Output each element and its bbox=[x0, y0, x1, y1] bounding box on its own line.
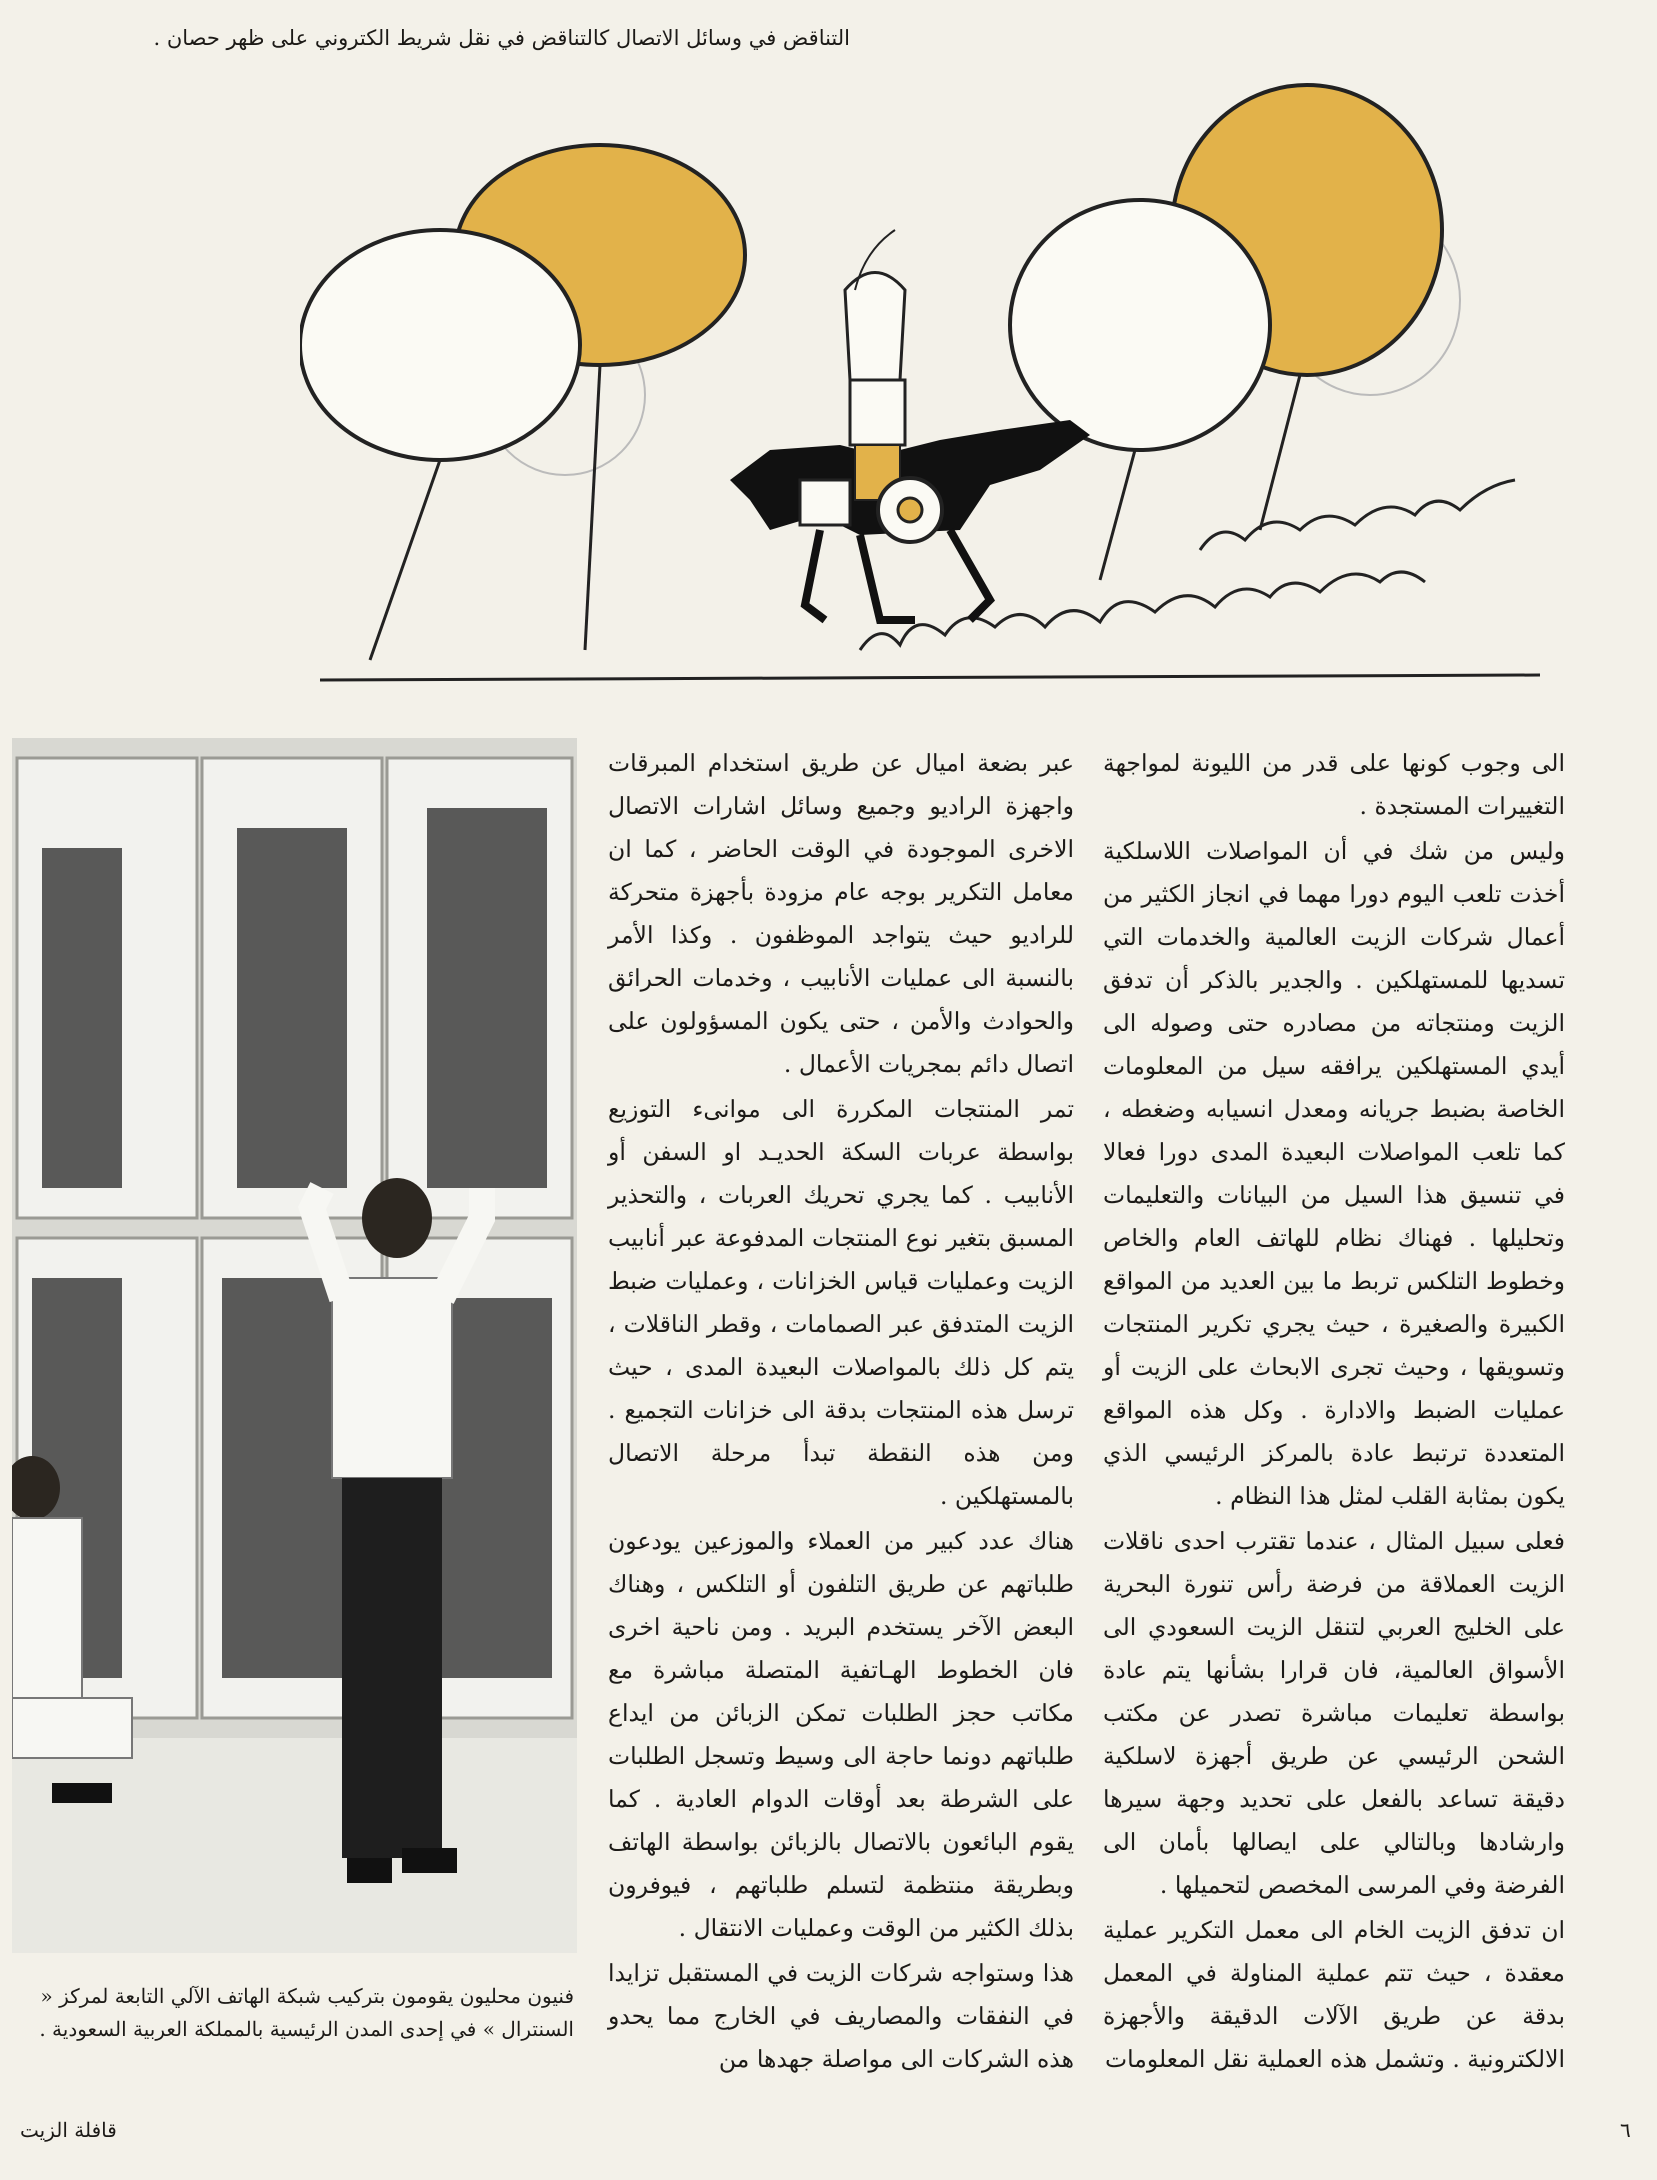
horse-rider-illustration bbox=[300, 60, 1560, 700]
page-number: ٦ bbox=[1620, 2118, 1631, 2142]
white-balloon-right bbox=[1010, 200, 1270, 580]
illustration-caption: التناقض في وسائل الاتصال كالتناقض في نقل شريط الكتروني على ظهر حصان . bbox=[153, 26, 850, 50]
article-column-middle bbox=[608, 742, 1074, 2088]
photo-caption: فنيون محليون يقومون بتركيب شبكة الهاتف الآلي التابعة لمركز « السنترال » في إحدى المدن الرئيسية بالمملكة العربية السعودية . bbox=[39, 1984, 574, 2041]
article-column-right bbox=[1103, 742, 1565, 2073]
switchboard-photo bbox=[12, 738, 577, 1953]
paragraph: فعلى سبيل المثال ، عندما تقترب احدى ناقلات الزيت العملاقة من فرضة رأس تنورة البحرية على الخليج العربي لتنقل الزيت السعودي الى الأسواق العالمية، فان قرارا بشأنها يتم عادة بواسطة تعليمات مباشرة تصدر عن مكتب الشحن الرئيسي عن طريق أجهزة لاسلكية دقيقة تساعد بالفعل على تحديد وجهة سيرها وارشادها وبالتالي على ايصالها بأمان الى الفرضة وفي المرسى المخصص لتحميلها . bbox=[1103, 1527, 1565, 1899]
magazine-name: قافلة الزيت bbox=[20, 2118, 117, 2142]
paragraph: عبر بضعة اميال عن طريق استخدام المبرقات واجهزة الراديو وجميع وسائل اشارات الاتصال الاخرى الموجودة في الوقت الحاضر ، كما ان معامل التكرير بوجه عام مزودة بأجهزة متحركة للراديو حيث يتواجد الموظفون . وكذا الأمر بالنسبة الى عمليات الأنابيب ، وخدمات الحرائق والحوادث والأمن ، حتى يكون المسؤولون على اتصال دائم بمجريات الأعمال . bbox=[608, 749, 1074, 1078]
white-balloon-left bbox=[300, 230, 580, 660]
paragraph: هناك عدد كبير من العملاء والموزعين يودعون طلباتهم عن طريق التلفون أو التلكس ، وهناك البعض الآخر يستخدم البريد . ومن ناحية اخرى فان الخطوط الهـاتفية المتصلة مباشرة مع مكاتب حجز الطلبات تمكن الزبائن من ايداع طلباتهم دونما حاجة الى وسيط وتسجل الطلبات على الشرطة بعد أوقات الدوام العادية . كما يقوم البائعون بالاتصال بالزبائن بواسطة الهاتف وبطريقة منتظمة لتسلم طلباتهم ، فيوفرون بذلك الكثير من الوقت وعمليات الانتقال . bbox=[608, 1527, 1074, 1942]
paragraph: الى وجوب كونها على قدر من الليونة لمواجهة التغييرات المستجدة . bbox=[1103, 749, 1565, 820]
tape-reel bbox=[878, 478, 942, 542]
paragraph: وليس من شك في أن المواصلات اللاسلكية أخذت تلعب اليوم دورا مهما في انجاز الكثير من أعمال شركات الزيت العالمية والخدمات التي تسديها للمستهلكين . والجدير بالذكر أن تدفق الزيت ومنتجاته من مصادره حتى وصوله الى أيدي المستهلكين يرافقه سيل من المعلومات الخاصة بضبط جريانه ومعدل انسيابه وضغطه ، كما تلعب المواصلات البعيدة المدى دورا فعالا في تنسيق هذا السيل من البيانات والتعليمات وتحليلها . فهناك نظام للهاتف العام والخاص وخطوط التلكس تربط ما بين العديد من المواقع الكبيرة والصغيرة ، حيث يجري تكرير المنتجات وتسويقها ، وحيث تجرى الابحاث على الزيت أو عمليات الضبط والادارة . وكل هذه المواقع المتعددة ترتبط عادة بالمركز الرئيسي الذي يكون بمثابة القلب لمثل هذا النظام . bbox=[1103, 837, 1565, 1510]
paragraph: هذا وستواجه شركات الزيت في المستقبل تزايدا في النفقات والمصاريف في الخارج مما يحدو هذه الشركات الى مواصلة جهدها من bbox=[608, 1959, 1074, 2073]
paragraph: تمر المنتجات المكررة الى موانىء التوزيع بواسطة عربات السكة الحديـد او السفن أو الأنابيب . كما يجري تحريك العربات ، والتحذير المسبق بتغير نوع المنتجات المدفوعة عبر أنابيب الزيت وعمليات قياس الخزانات ، وعمليات ضبط الزيت المتدفق عبر الصمامات ، وقطر الناقلات ، يتم كل ذلك بالمواصلات البعيدة المدى ، حيث ترسل هذه المنتجات بدقة الى خزانات التجميع . ومن هذه النقطة تبدأ مرحلة الاتصال بالمستهلكين . bbox=[608, 1095, 1074, 1510]
paragraph: ان تدفق الزيت الخام الى معمل التكرير عملية معقدة ، حيث تتم عملية المناولة في المعمل بدقة عن طريق الآلات الدقيقة والأجهزة الالكترونية . وتشمل هذه العملية نقل المعلومات bbox=[1103, 1916, 1565, 2073]
